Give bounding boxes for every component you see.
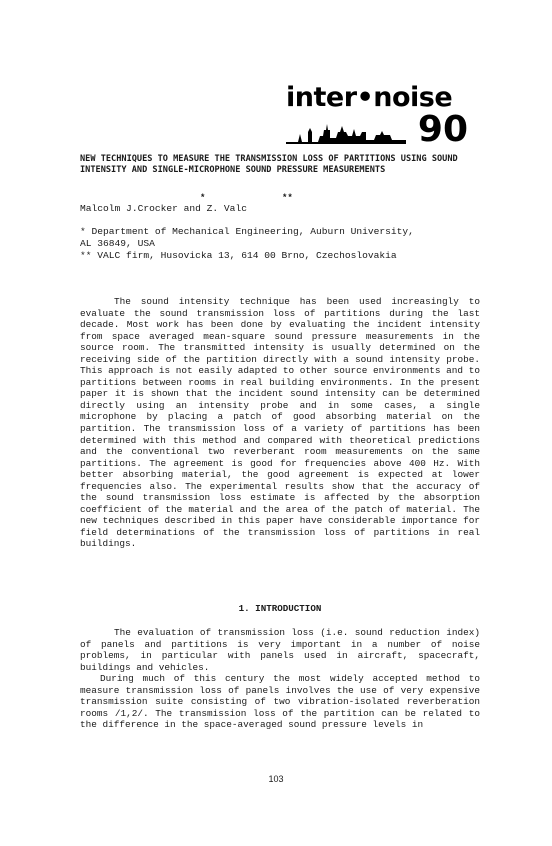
introduction-body	[80, 627, 480, 731]
paragraph: The evaluation of transmission loss (i.e. sound reduction index) of panels and partitions is very important in a number of noise problems, in particular with panels used in aircraft, spacecraft, buildings and vehicles.	[80, 627, 480, 673]
author-mark-2: **	[282, 193, 293, 203]
page-number: 103	[268, 774, 284, 784]
logo-wordmark: inter•noise	[286, 82, 453, 113]
paragraph: During much of this century the most widely accepted method to measure transmission loss of panels involves the use of very expensive transmission suite consisting of two vibration-isolated reverberation rooms /1,2/. The transmission loss of the partition can be related to the difference in the space-averaged sound pressure levels in	[80, 673, 480, 731]
section-heading: 1. INTRODUCTION	[238, 603, 322, 614]
affiliation-line: AL 36849, USA	[80, 238, 155, 249]
authors: Malcolm J.Crocker and Z. Valc	[80, 203, 247, 214]
abstract: The sound intensity technique has been used increasingly to evaluate the sound transmission loss of partitions during the last decade. Most work has been done by evaluating the incident intensity from space averaged mean-square sound pressure measurements in the source room. The transmitted intensity is usually determined on the receiving side of the partition directly with a sound intensity probe. This approach is not easily adapted to other source environments and to partitions between rooms in real building environments. In the present paper it is shown that the incident sound intensity can be determined directly using an intensity probe and in some cases, a single microphone by placing a patch of good absorbing material on the partition. The transmission loss of a variety of partitions has been determined with this method and compared with theoretical predictions and the conventional two reverberant room measurements on the same partitions. The agreement is good for frequencies above 400 Hz. With better absorbing material, the good agreement is expected at lower frequencies also. The experimental results show that the accuracy of the sound transmission loss estimate is affected by the absorption coefficient of the material and the area of the patch of material. The new techniques described in this paper have considerable importance for field determinations of the transmission loss of partitions in real buildings.	[80, 296, 480, 550]
author-mark-1: *	[200, 193, 206, 203]
city-skyline-icon	[286, 120, 406, 144]
affiliation-line: * Department of Mechanical Engineering, Auburn University,	[80, 226, 414, 237]
paper-title: NEW TECHNIQUES TO MEASURE THE TRANSMISSION LOSS OF PARTITIONS USING SOUND INTENSITY AND SINGLE-MICROPHONE SOUND PRESSURE MEASUREMENTS	[80, 154, 458, 175]
affiliation-line: ** VALC firm, Husovicka 13, 614 00 Brno, Czechoslovakia	[80, 250, 397, 261]
affiliations	[80, 226, 500, 262]
conference-logo	[286, 84, 470, 148]
logo-year: 90	[417, 109, 468, 150]
